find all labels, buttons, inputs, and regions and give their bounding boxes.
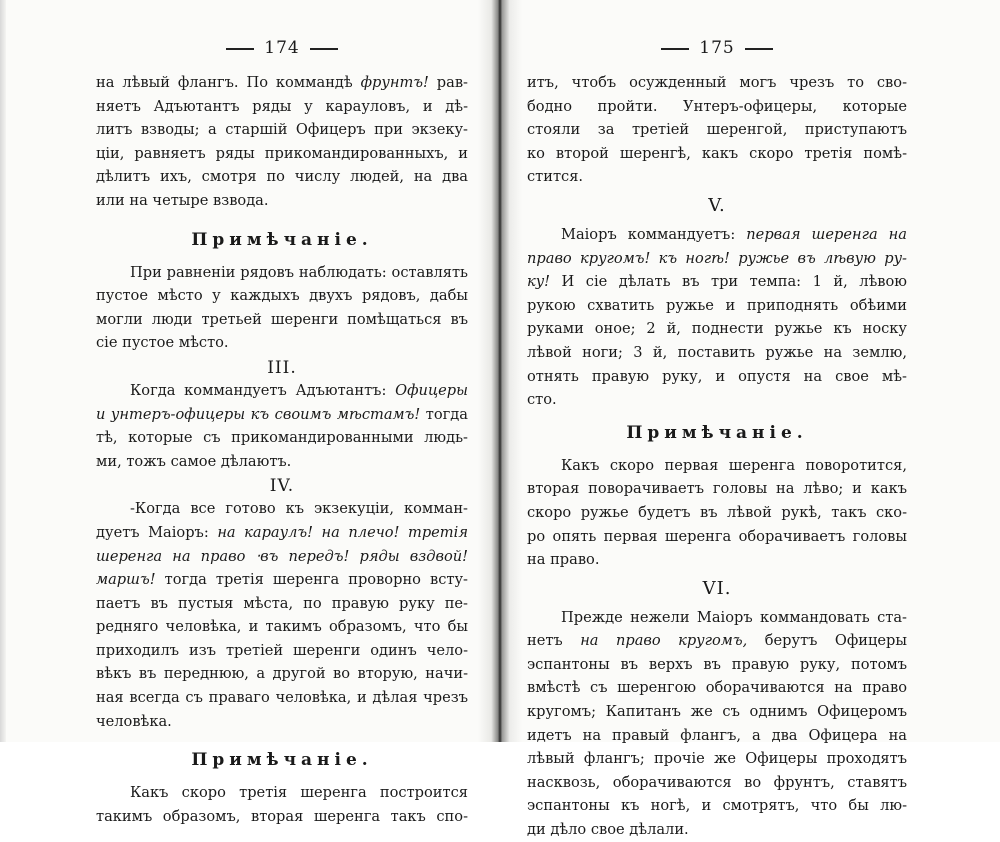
body-text: нетъ (527, 632, 581, 650)
body-text: стояли за третіей шеренгой, приступаютъ (527, 121, 907, 139)
paragraph (96, 497, 468, 733)
body-text: руками оное; 2 й, поднести ружье къ носку (527, 320, 907, 338)
text-line (96, 545, 468, 569)
text-line (96, 497, 468, 521)
left-page (96, 0, 468, 825)
paragraph (527, 454, 907, 572)
paragraph (96, 261, 468, 355)
body-text: тогда (420, 405, 468, 423)
text-line (96, 261, 468, 285)
text-line (96, 331, 468, 355)
text-line (96, 521, 468, 545)
text-line (527, 501, 907, 525)
section-heading: Примѣчаніе. (626, 422, 808, 443)
section-numeral: IV. (269, 476, 295, 497)
text-line (527, 95, 907, 119)
body-text: ная всегда съ праваго человѣка, и дѣлая чрезъ (96, 689, 468, 707)
body-text: ди дѣло свое дѣлали. (527, 821, 689, 839)
text-line (96, 165, 468, 189)
text-line (527, 454, 907, 478)
body-text: ціи, равняетъ ряды прикомандированныхъ, и (96, 144, 468, 162)
body-text: дѣлитъ ихъ, смотря по числу людей, на два (96, 168, 468, 186)
body-text: стится. (527, 168, 584, 186)
italic-command-text: Офицеры (395, 381, 468, 399)
text-line (96, 95, 468, 119)
text-line (527, 142, 907, 166)
body-text: При равненіи рядовъ наблюдать: оставлять (130, 263, 468, 281)
text-line (527, 118, 907, 142)
text-line (527, 317, 907, 341)
text-line (96, 686, 468, 710)
body-text: Маіоръ коммандуетъ: (561, 225, 747, 243)
body-text: сіе пустое мѣсто. (96, 334, 229, 352)
paragraph (527, 606, 907, 842)
body-text: отнять правую руку, и опустя на свое мѣ- (527, 367, 907, 385)
body-text: Какъ скоро третія шеренга построится (130, 784, 468, 802)
body-text: литъ взводы; а старшій Офицеръ при экзеку- (96, 121, 468, 139)
italic-command-text: на право кругомъ, (580, 632, 748, 650)
text-line (96, 450, 468, 474)
text-line (527, 341, 907, 365)
body-text: лѣвый флангъ; прочіе же Офицеры проходятъ (527, 750, 907, 768)
body-text: -Когда все готово къ экзекуціи, комман- (130, 500, 468, 518)
body-text: приходилъ изъ третіей шеренги одинъ чело- (96, 641, 468, 659)
text-line (96, 379, 468, 403)
text-line (96, 805, 468, 829)
text-line (96, 308, 468, 332)
text-line (527, 365, 907, 389)
paragraph (527, 223, 907, 412)
body-text: насквозь, оборачиваются во фрунтъ, ставятъ (527, 773, 907, 791)
section-numeral: III. (267, 357, 297, 378)
section-heading: Примѣчаніе. (191, 750, 373, 771)
text-line (96, 592, 468, 616)
body-text: вмѣстѣ съ шеренгою оборачиваются на право (527, 679, 907, 697)
body-text: вторая поворачиваетъ головы на лѣво; и какъ (527, 480, 907, 498)
section-numeral: V. (708, 194, 726, 216)
italic-command-text: фрунтъ! (360, 74, 429, 91)
body-text: ко второй шеренгѣ, какъ скоро третія помѣ- (527, 144, 907, 162)
text-line (96, 781, 468, 805)
right-page-text (527, 71, 907, 842)
paragraph (96, 781, 468, 828)
body-text: итъ, чтобъ осужденный могъ чрезъ то сво- (527, 74, 907, 91)
right-page (527, 0, 907, 839)
section-numeral: VI. (702, 577, 732, 599)
text-line (527, 71, 907, 95)
body-text: ро опять первая шеренга оборачиваетъ головы (527, 527, 907, 545)
body-text: человѣка. (96, 712, 172, 730)
text-line (527, 794, 907, 818)
text-line (527, 294, 907, 318)
text-line (96, 639, 468, 663)
text-line (527, 388, 907, 412)
page-number-left: 174 (96, 38, 468, 58)
page-edge (0, 0, 6, 742)
text-line (527, 247, 907, 271)
body-text: дуетъ Маіоръ: (96, 523, 218, 541)
italic-command-text: шеренга на право ‧въ передъ! ряды вздвой! (96, 547, 468, 565)
body-text: или на четыре взвода. (96, 191, 269, 209)
text-line (527, 818, 907, 842)
italic-command-text: на караулъ! на плечо! третія (217, 523, 468, 541)
text-line (527, 525, 907, 549)
body-text: тогда третія шеренга проворно всту- (155, 571, 468, 589)
text-line (96, 189, 468, 213)
paragraph (96, 379, 468, 473)
italic-command-text: право кругомъ! къ ногѣ! ружье въ лѣвую ру- (527, 249, 907, 267)
body-text: тѣ, которые съ прикомандированными людь- (96, 429, 468, 447)
body-text: идетъ на правый флангъ, а два Офицера на (527, 726, 907, 744)
text-line (527, 223, 907, 247)
body-text: рав- (428, 74, 468, 91)
text-line (527, 629, 907, 653)
text-line (527, 676, 907, 700)
text-line (96, 662, 468, 686)
page-number-right: 175 (527, 38, 907, 58)
body-text: И сіе дѣлать въ три темпа: 1 й, лѣвою (550, 273, 907, 291)
text-line (96, 710, 468, 734)
body-text: ми, тожъ самое дѣлаютъ. (96, 452, 292, 470)
text-line (96, 142, 468, 166)
text-line (527, 165, 907, 189)
text-line (96, 426, 468, 450)
book-gutter (478, 0, 522, 742)
body-text: скоро ружье будетъ въ лѣвой рукѣ, такъ ско- (527, 503, 907, 521)
body-text: берутъ Офицеры (747, 632, 907, 650)
text-line (527, 477, 907, 501)
body-text: бодно пройти. Унтеръ-офицеры, которые (527, 97, 907, 115)
text-line (527, 724, 907, 748)
text-line (527, 700, 907, 724)
body-text: Какъ скоро первая шеренга поворотится, (561, 456, 907, 474)
italic-command-text: маршъ! (96, 571, 156, 589)
body-text: Когда коммандуетъ Адъютантъ: (130, 381, 396, 399)
left-page-text (96, 71, 468, 828)
body-text: лѣвой ноги; 3 й, поставить ружье на землю, (527, 343, 907, 361)
body-text: паетъ въ пустыя мѣста, по правую руку пе- (96, 594, 468, 612)
text-line (96, 284, 468, 308)
italic-command-text: ку! (527, 273, 551, 291)
body-text: редняго человѣка, и такимъ образомъ, что бы (96, 618, 468, 636)
body-text: Прежде нежели Маіоръ коммандовать ста- (561, 608, 907, 626)
paragraph (527, 71, 907, 189)
italic-command-text: и унтеръ-офицеры къ своимъ мѣстамъ! (96, 405, 421, 423)
body-text: на право. (527, 551, 600, 569)
text-line (527, 606, 907, 630)
body-text: могли люди третьей шеренги помѣщаться въ (96, 310, 468, 328)
text-line (96, 403, 468, 427)
body-text: вѣкъ въ переднюю, а другой во вторую, начи- (96, 665, 468, 683)
body-text: няетъ Адъютантъ ряды у карауловъ, и дѣ- (96, 97, 468, 115)
text-line (96, 118, 468, 142)
body-text: такимъ образомъ, вторая шеренга такъ спо- (96, 807, 468, 825)
text-line (96, 568, 468, 592)
section-heading: Примѣчаніе. (191, 229, 373, 250)
body-text: рукою схватить ружье и приподнять обѣими (527, 296, 907, 314)
text-line (527, 548, 907, 572)
text-line (527, 653, 907, 677)
body-text: на лѣвый флангъ. По коммандѣ (96, 74, 361, 91)
body-text: сто. (527, 391, 557, 409)
text-line (96, 71, 468, 95)
body-text: пустое мѣсто у каждыхъ двухъ рядовъ, дабы (96, 287, 468, 305)
paragraph (96, 71, 468, 213)
body-text: эспантоны къ ногѣ, и смотрятъ, что бы лю- (527, 797, 907, 815)
text-line (527, 771, 907, 795)
italic-command-text: первая шеренга на (746, 225, 907, 243)
body-text: кругомъ; Капитанъ же съ однимъ Офицеромъ (527, 703, 907, 721)
text-line (96, 615, 468, 639)
text-line (527, 747, 907, 771)
text-line (527, 270, 907, 294)
body-text: эспантоны въ верхъ въ правую руку, потомъ (527, 655, 907, 673)
